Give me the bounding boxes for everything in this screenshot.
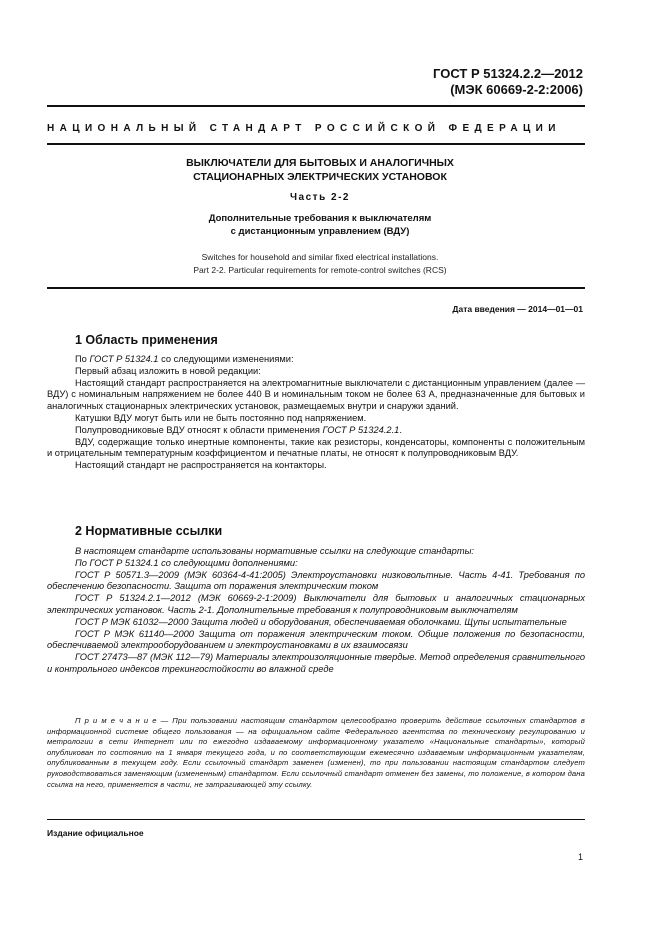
gost-number: ГОСТ Р 51324.2.2—2012 [433, 66, 583, 81]
note-text: — При пользовании настоящим стандартом целесообразно проверить действие ссылочных стандартов в информационной системе общего пользования — на официальном сайте Федерального агентства по техническому регулированию и метрологии в сети Интернет или по ежегодно издаваемому информационному указателю «Национальные стандарты», который опубликован по состоянию на 1 января текущего года, и по соответствующим ежемесячно издаваемым информационным указателям, опубликованным в текущем году. Если ссылочный стандарт заменен (изменен), то при пользовании настоящим стандартом следует руководствоваться заменяющим (измененным) стандартом. Если ссылочный стандарт отменен без замены, то положение, в котором дана ссылка на него, применяется в части, не затрагивающей эту ссылку. [47, 716, 585, 789]
s2-ref-4: ГОСТ Р МЭК 61140—2000 Защита от поражения электрическим током. Общие положения по безопасности, обеспечиваемой электрооборудованием и электроустановками в их взаимосвязи [47, 628, 585, 651]
s1-p5: Полупроводниковые ВДУ относят к области применения ГОСТ Р 51324.2.1. [75, 424, 402, 435]
english-title-line-2: Part 2-2. Particular requirements for remote-control switches (RCS) [193, 265, 447, 275]
effective-date: Дата введения — 2014—01—01 [452, 304, 583, 314]
s2-ref-2: ГОСТ Р 51324.2.1—2012 (МЭК 60669-2-1:2009) Выключатели для бытовых и аналогичных стационарных электрических установок. Часть 2-1. Дополнительные требования к полупроводниковым выключателям [47, 593, 585, 615]
edition-label: Издание официальное [47, 828, 144, 838]
subtitle-line-2: с дистанционным управлением (ВДУ) [230, 226, 410, 237]
note-label: П р и м е ч а н и е [75, 716, 157, 725]
s1-p6: ВДУ, содержащие только инертные компоненты, такие как резисторы, конденсаторы, компоненты с положительным и отрицательным температурным коэффициентом и печатные платы, не относят к полупроводниковым ВДУ. [47, 436, 585, 459]
iec-number: (МЭК 60669-2-2:2006) [450, 82, 583, 97]
section-1-heading: 1 Область применения [75, 333, 218, 347]
title-rule [47, 287, 585, 289]
top-rule [47, 105, 585, 107]
section-2-heading: 2 Нормативные ссылки [75, 524, 223, 538]
document-title [100, 156, 540, 184]
s2-ref-5: ГОСТ 27473—87 (МЭК 112—79) Материалы электроизоляционные твердые. Метод определения сравнительного и контрольного индексов трекингостойкости во влажной среде [47, 652, 585, 674]
national-standard-banner: НАЦИОНАЛЬНЫЙ СТАНДАРТ РОССИЙСКОЙ ФЕДЕРАЦИИ [47, 123, 561, 134]
section-1-body [47, 354, 585, 472]
s2-p2: По ГОСТ Р 51324.1 со следующими дополнениями: [75, 557, 298, 568]
document-subtitle [100, 212, 540, 238]
title-line-2: СТАЦИОНАРНЫХ ЭЛЕКТРИЧЕСКИХ УСТАНОВОК [193, 171, 447, 183]
s2-ref-3: ГОСТ Р МЭК 61032—2000 Защита людей и оборудования, обеспечиваемая оболочками. Щупы испытательные [75, 616, 567, 627]
gost-ref-link: ГОСТ Р 51324.1 [89, 354, 159, 364]
s2-ref-1: ГОСТ Р 50571.3—2009 (МЭК 60364-4-41:2005) Электроустановки низковольтные. Часть 4-41. Требования по обеспечению безопасности. Защита от поражения электрическим током [47, 569, 585, 592]
part-label: Часть 2-2 [290, 192, 350, 203]
s1-p2: Первый абзац изложить в новой редакции: [75, 365, 261, 376]
banner-rule [47, 143, 585, 145]
title-line-1: ВЫКЛЮЧАТЕЛИ ДЛЯ БЫТОВЫХ И АНАЛОГИЧНЫХ [186, 157, 454, 169]
s1-p3: Настоящий стандарт распространяется на электромагнитные выключатели с дистанционным управлением (далее — ВДУ) с номинальным напряжением не более 440 В и номинальным током не более 63 А, предназначенные для бытовых и аналогичных стационарных электрических установок, размещаемых внутри и снаружи зданий. [47, 377, 585, 412]
english-title-line-1: Switches for household and similar fixed electrical installations. [201, 252, 439, 262]
section-2-body [47, 546, 585, 676]
page-number: 1 [577, 852, 583, 862]
s1-p1: По ГОСТ Р 51324.1 со следующими изменениями: [75, 354, 294, 364]
english-title [100, 251, 540, 277]
subtitle-line-1: Дополнительные требования к выключателям [208, 213, 432, 224]
gost-number-block [433, 66, 583, 98]
note-block [47, 716, 585, 790]
s2-p1: В настоящем стандарте использованы нормативные ссылки на следующие стандарты: [75, 546, 475, 556]
s1-p4: Катушки ВДУ могут быть или не быть постоянно под напряжением. [75, 412, 367, 423]
footer-rule [47, 819, 585, 820]
s1-p7: Настоящий стандарт не распространяется на контакторы. [75, 460, 327, 471]
